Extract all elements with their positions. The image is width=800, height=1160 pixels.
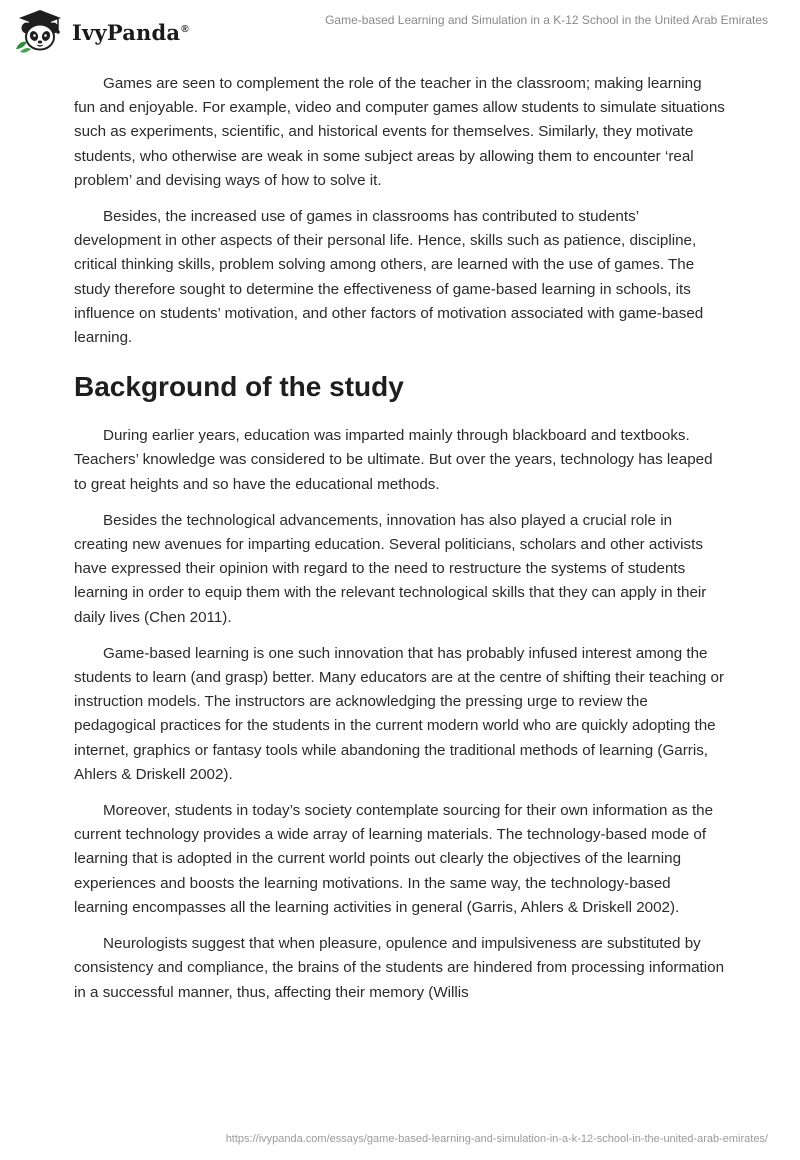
panda-graduation-cap-logo-icon	[14, 9, 66, 53]
brand-registered-mark: ®	[181, 23, 189, 35]
source-url[interactable]: https://ivypanda.com/essays/game-based-learning-and-simulation-in-a-k-12-school-in-the-united-arab-emirates/	[225, 1133, 768, 1145]
background-paragraph-2: Besides the technological advancements, innovation has also played a crucial role in creating new avenues for imparting education. Several politicians, scholars and other activists have expressed their opinion with regard to the need to restructure the systems of students learning in order to equip them with the relevant technological skills that they can apply in their daily lives (Chen 2011).	[74, 511, 707, 626]
essay-content	[74, 72, 726, 1017]
intro-paragraph-2: Besides, the increased use of games in classrooms has contributed to students’ development in other aspects of their personal life. Hence, skills such as patience, discipline, critical thinking skills, problem solving among others, are learned with the use of games. The study therefore sought to determine the effectiveness of game-based learning in schools, its influence on students’ motivation, and other factors of motivation associated with game-based learning.	[74, 208, 704, 347]
intro-paragraph-1: Games are seen to complement the role of the teacher in the classroom; making learning fun and enjoyable. For example, video and computer games allow students to simulate situations such as experiments, scientific, and historical events for themselves. Similarly, they motivate students, who otherwise are weak in some subject areas by allowing them to encounter ‘real problem’ and devising ways of how to solve it.	[74, 75, 725, 189]
document-title: Game-based Learning and Simulation in a K-12 School in the United Arab Emirates	[325, 13, 768, 27]
background-paragraph-4: Moreover, students in today’s society contemplate sourcing for their own information as the current technology provides a wide array of learning materials. The technology-based mode of learning that is adopted in the current world points out clearly the objectives of the learning experiences and boosts the learning motivations. In the same way, the technology-based learning encompasses all the learning activities in general (Garris, Ahlers & Driskell 2002).	[74, 802, 714, 916]
section-heading-background: Background of the study	[74, 371, 404, 403]
background-paragraph-5: Neurologists suggest that when pleasure, opulence and impulsiveness are substituted by consistency and compliance, the brains of the students are hindered from processing information in a successful manner, thus, affecting their memory (Willis	[74, 935, 725, 1001]
background-paragraph-1: During earlier years, education was imparted mainly through blackboard and textbooks. Teachers’ knowledge was considered to be ultimate. But over the years, technology has leaped to great heights and so have the educational methods.	[74, 427, 713, 493]
page-header	[0, 0, 800, 60]
background-paragraph-3: Game-based learning is one such innovation that has probably infused interest among the students to learn (and grasp) better. Many educators are at the centre of shifting their teaching or instruction models. The instructors are acknowledging the pressing urge to review the pedagogical practices for the students in the current modern world who are quickly adopting the internet, graphics or fantasy tools while abandoning the traditional methods of learning (Garris, Ahlers & Driskell 2002).	[74, 644, 725, 783]
brand-name: IvyPanda®	[72, 19, 189, 45]
site-logo[interactable]	[14, 9, 189, 53]
